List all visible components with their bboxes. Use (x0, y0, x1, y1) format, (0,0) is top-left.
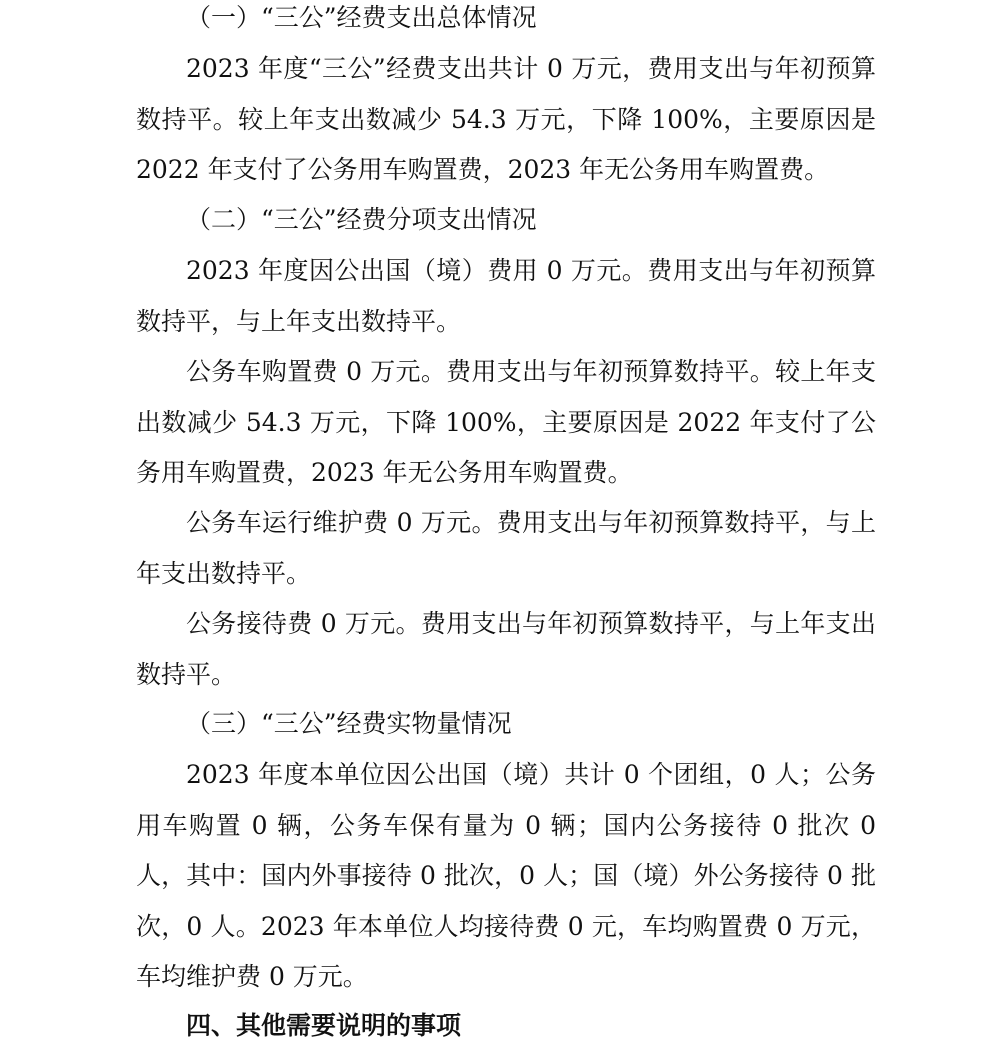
paragraph-overseas-travel: 2023 年度因公出国（境）费用 0 万元。费用支出与年初预算数持平，与上年支出数持平。 (136, 256, 876, 336)
paragraph-overall-spending: 2023 年度“三公”经费支出共计 0 万元，费用支出与年初预算数持平。较上年支出数减少 54.3 万元，下降 100%，主要原因是 2022 年支付了公务用车购置费，2023 年无公务用车购置费。 (136, 54, 876, 184)
paragraph-vehicle-purchase: 公务车购置费 0 万元。费用支出与年初预算数持平。较上年支出数减少 54.3 万元，下降 100%，主要原因是 2022 年支付了公务用车购置费，2023 年无公务用车购置费。 (136, 357, 876, 487)
paragraph-reception: 公务接待费 0 万元。费用支出与年初预算数持平，与上年支出数持平。 (136, 609, 876, 689)
section-heading-other-matters: 四、其他需要说明的事项 (186, 1011, 462, 1040)
paragraph-vehicle-maintenance: 公务车运行维护费 0 万元。费用支出与年初预算数持平，与上年支出数持平。 (136, 508, 876, 588)
section-heading-itemized: （二）“三公”经费分项支出情况 (186, 205, 537, 234)
paragraph-physical-quantity: 2023 年度本单位因公出国（境）共计 0 个团组，0 人；公务用车购置 0 辆，公务车保有量为 0 辆；国内公务接待 0 批次 0 人，其中：国内外事接待 0 批次，0 人；国（境）外公务接待 0 批次，0 人。2023 年本单位人均接待费 0 元，车均购置费 0 万元，车均维护费 0 万元。 (136, 760, 876, 991)
section-heading-overall: （一）“三公”经费支出总体情况 (186, 3, 537, 32)
section-heading-physical-quantity: （三）“三公”经费实物量情况 (186, 709, 512, 738)
